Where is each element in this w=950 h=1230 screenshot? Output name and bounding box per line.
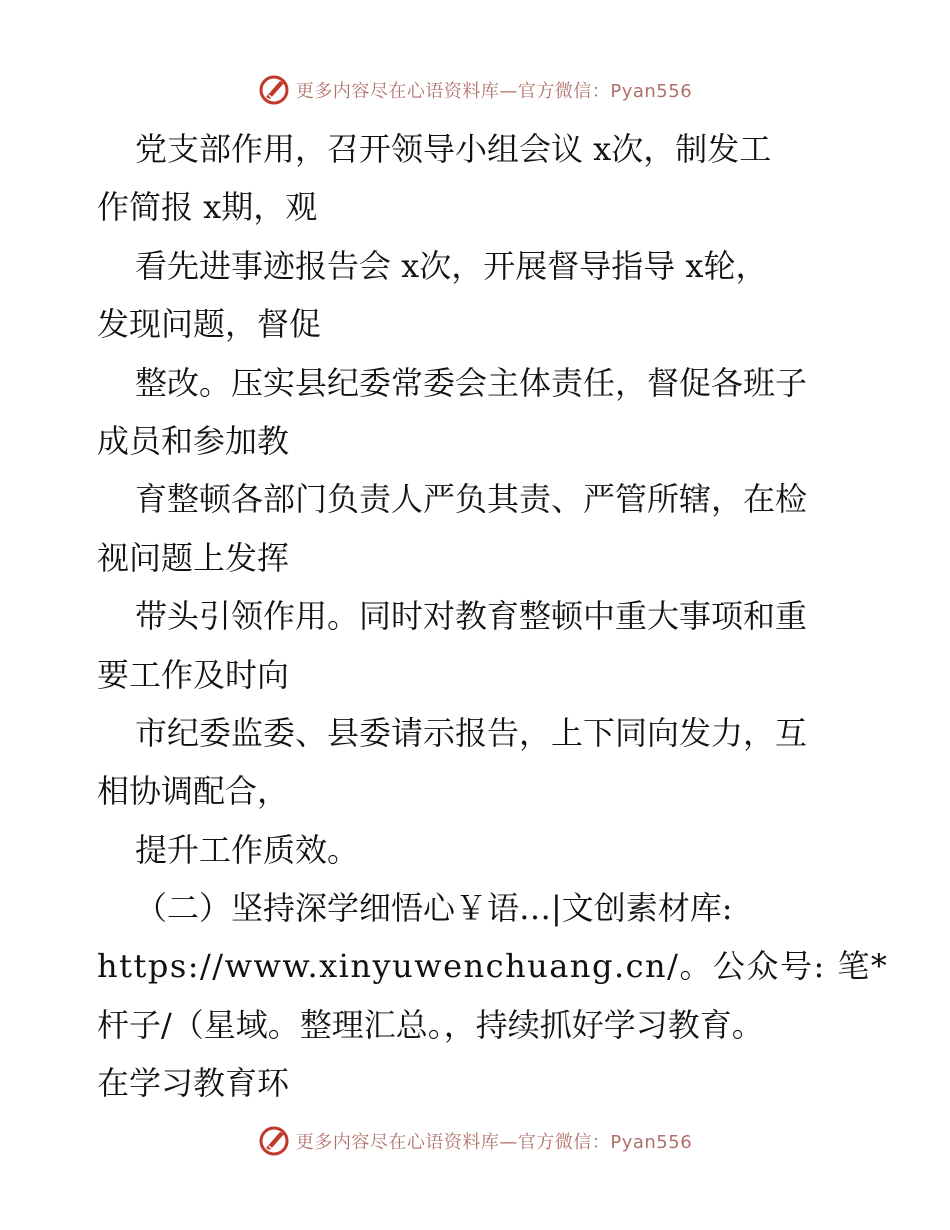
text-line: 党支部作用，召开领导小组会议 x次，制发工: [135, 130, 772, 168]
section-heading-line: （二）坚持深学细悟心￥语…|文创素材库:: [135, 889, 733, 928]
text-line: 作简报 x期，观: [97, 188, 318, 227]
text-line: 整改。压实县纪委常委会主体责任，督促各班子: [135, 363, 808, 402]
text-line: 视问题上发挥: [97, 538, 290, 577]
footer-banner: [0, 1121, 950, 1161]
text-line: 相协调配合，: [97, 772, 290, 811]
url-line: https://www.xinyuwenchuang.cn/。公众号: 笔*: [97, 947, 889, 986]
text-line: 带头引领作用。同时对教育整顿中重大事项和重: [135, 597, 808, 636]
text-line: 看先进事迹报告会 x次，开展督导指导 x轮，: [135, 246, 768, 285]
document-body: [97, 120, 889, 1113]
quill-seal-icon: [258, 1124, 292, 1158]
header-banner: [0, 70, 950, 110]
text-line: 在学习教育环: [97, 1064, 290, 1103]
text-line: 杆子/（星域。整理汇总。，持续抓好学习教育。: [97, 1005, 764, 1044]
header-banner-text: 更多内容尽在心语资料库—官方微信：Pyan556: [295, 81, 693, 102]
text-line: 育整顿各部门负责人严负其责、严管所辖，在检: [135, 480, 808, 519]
text-line: 要工作及时向: [97, 655, 290, 694]
text-line: 提升工作质效。: [135, 830, 360, 869]
text-line: 成员和参加教: [97, 421, 290, 460]
text-line: 市纪委监委、县委请示报告，上下同向发力，互: [135, 713, 808, 752]
footer-banner-text: 更多内容尽在心语资料库—官方微信：Pyan556: [295, 1132, 693, 1153]
text-line: 发现问题，督促: [97, 305, 322, 344]
quill-seal-icon: [258, 73, 292, 107]
